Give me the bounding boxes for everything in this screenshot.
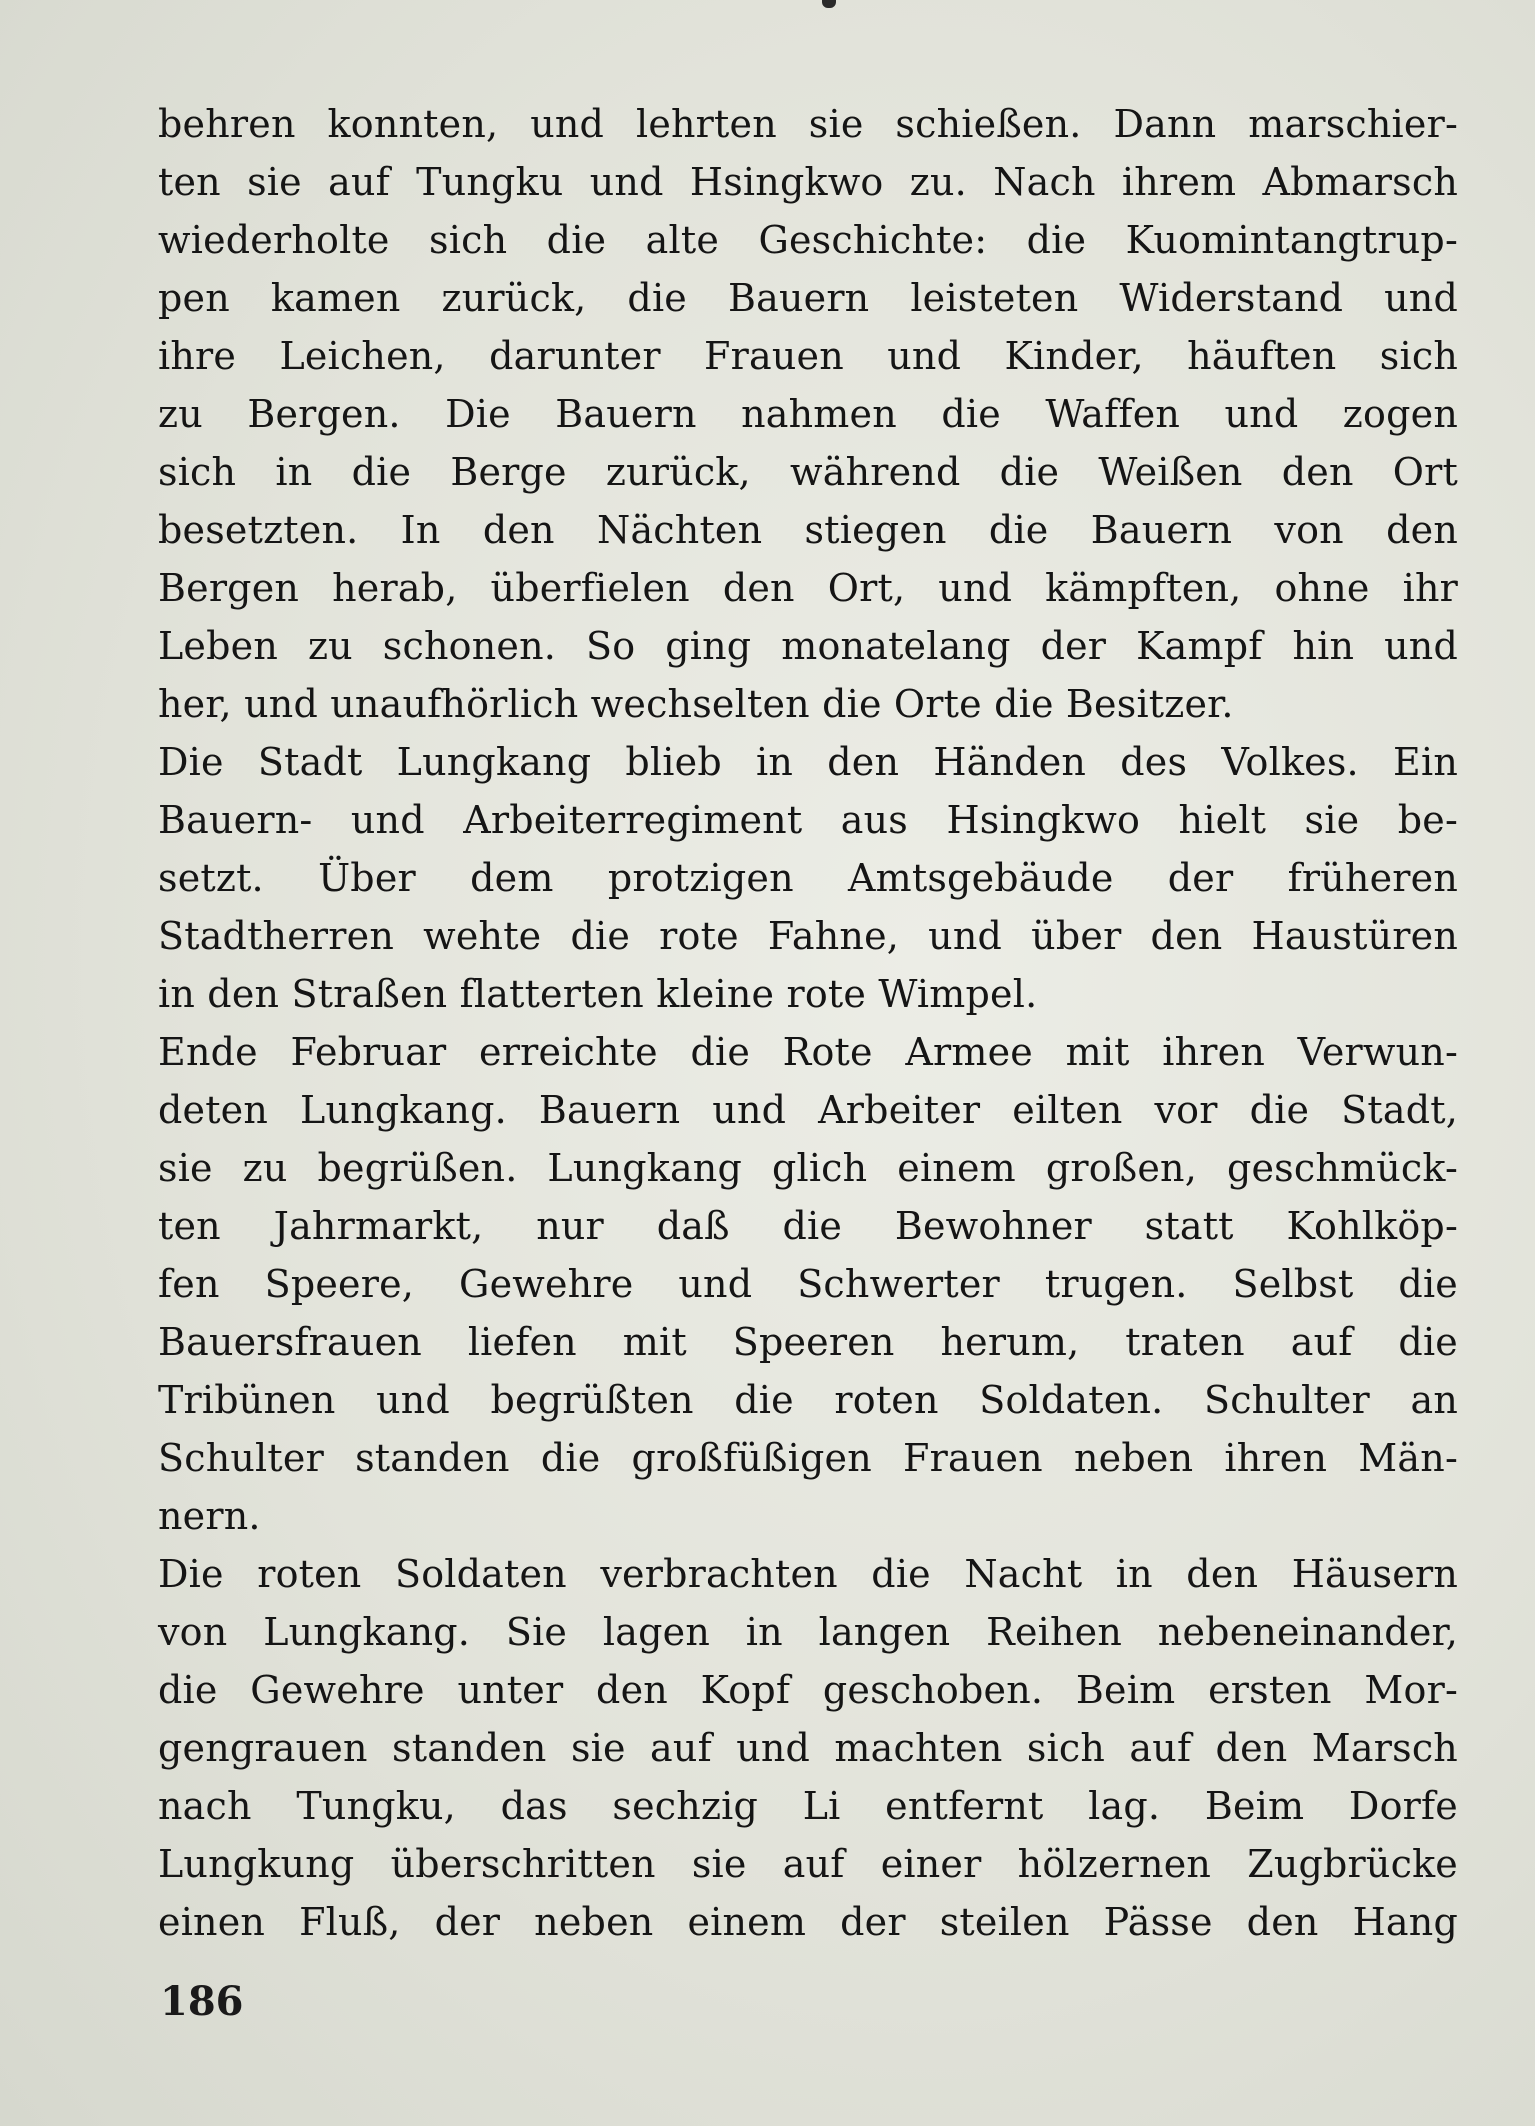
text-line: zu Bergen. Die Bauern nahmen die Waffen und zogen xyxy=(158,392,1458,436)
text-line: ten sie auf Tungku und Hsingkwo zu. Nach ihrem Abmarsch xyxy=(158,160,1458,204)
text-line: nern. xyxy=(158,1494,261,1538)
text-line: sich in die Berge zurück, während die Weißen den Ort xyxy=(158,450,1458,494)
page-edge-mark xyxy=(822,0,836,8)
text-line: Lungkung überschritten sie auf einer hölzernen Zugbrücke xyxy=(158,1842,1458,1886)
text-line: Bergen herab, überfielen den Ort, und kämpften, ohne ihr xyxy=(158,566,1458,610)
text-line: fen Speere, Gewehre und Schwerter trugen. Selbst die xyxy=(158,1262,1458,1306)
text-line: ihre Leichen, darunter Frauen und Kinder, häuften sich xyxy=(158,334,1458,378)
text-line: Die Stadt Lungkang blieb in den Händen des Volkes. Ein xyxy=(158,740,1458,784)
text-line: Stadtherren wehte die rote Fahne, und über den Haustüren xyxy=(158,914,1458,958)
text-line: Die roten Soldaten verbrachten die Nacht in den Häusern xyxy=(158,1552,1458,1596)
text-line: sie zu begrüßen. Lungkang glich einem großen, geschmück- xyxy=(158,1146,1458,1190)
text-line: Schulter standen die großfüßigen Frauen neben ihren Män- xyxy=(158,1436,1458,1480)
text-line: die Gewehre unter den Kopf geschoben. Beim ersten Mor- xyxy=(158,1668,1458,1712)
text-line: wiederholte sich die alte Geschichte: die Kuomintangtrup- xyxy=(158,218,1458,262)
text-line: nach Tungku, das sechzig Li entfernt lag. Beim Dorfe xyxy=(158,1784,1458,1828)
text-line: Leben zu schonen. So ging monatelang der Kampf hin und xyxy=(158,624,1458,668)
text-line: in den Straßen flatterten kleine rote Wimpel. xyxy=(158,972,1038,1016)
text-line: setzt. Über dem protzigen Amtsgebäude der früheren xyxy=(158,856,1458,900)
text-line: Tribünen und begrüßten die roten Soldaten. Schulter an xyxy=(158,1378,1458,1422)
text-line: Bauersfrauen liefen mit Speeren herum, traten auf die xyxy=(158,1320,1458,1364)
text-line: von Lungkang. Sie lagen in langen Reihen nebeneinander, xyxy=(158,1610,1458,1654)
text-line: pen kamen zurück, die Bauern leisteten Widerstand und xyxy=(158,276,1458,320)
page-number: 186 xyxy=(160,1978,244,2025)
text-line: einen Fluß, der neben einem der steilen Pässe den Hang xyxy=(158,1900,1458,1944)
body-text xyxy=(158,95,1458,1951)
text-line: besetzten. In den Nächten stiegen die Bauern von den xyxy=(158,508,1458,552)
text-line: Ende Februar erreichte die Rote Armee mit ihren Verwun- xyxy=(158,1030,1458,1074)
text-line: her, und unaufhörlich wechselten die Orte die Besitzer. xyxy=(158,682,1234,726)
text-line: gengrauen standen sie auf und machten sich auf den Marsch xyxy=(158,1726,1458,1770)
text-line: deten Lungkang. Bauern und Arbeiter eilten vor die Stadt, xyxy=(158,1088,1458,1132)
text-line: Bauern- und Arbeiterregiment aus Hsingkwo hielt sie be- xyxy=(158,798,1458,842)
text-line: behren konnten, und lehrten sie schießen. Dann marschier- xyxy=(158,102,1458,146)
text-line: ten Jahrmarkt, nur daß die Bewohner statt Kohlköp- xyxy=(158,1204,1458,1248)
